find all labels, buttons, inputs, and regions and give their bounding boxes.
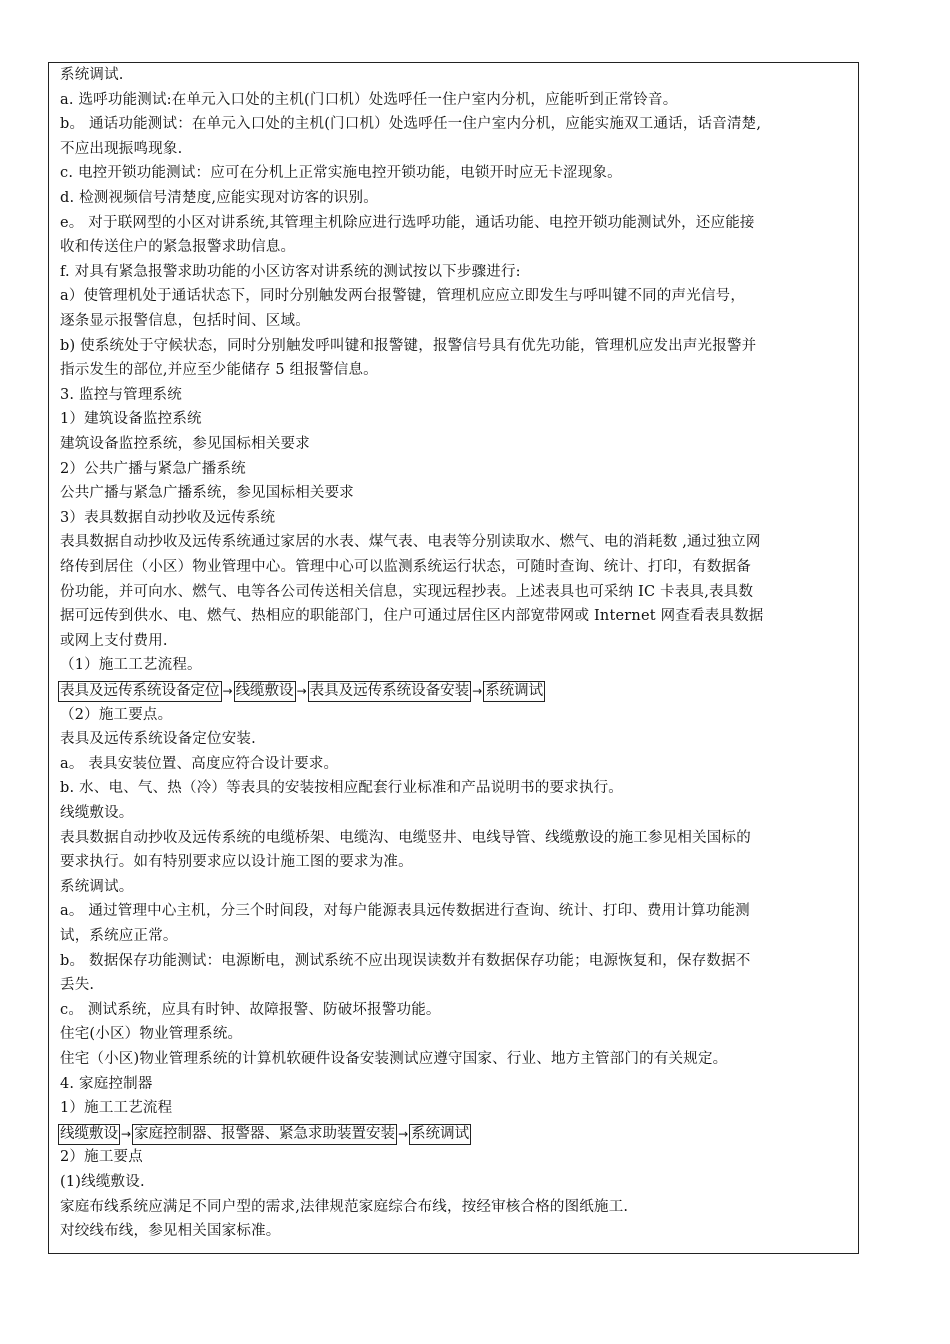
flow-step: 系统调试 xyxy=(409,1124,471,1145)
text-line: 公共广播与紧急广播系统，参见国标相关要求 xyxy=(60,485,354,502)
text-line: 据可远传到供水、电、燃气、热相应的职能部门，住户可通过居住区内部宽带网或 Internet 网查看表具数据 xyxy=(60,608,764,625)
arrow-icon: → xyxy=(472,684,483,698)
text-line: 份功能，并可向水、燃气、电等各公司传送相关信息，实现远程抄表。上述表具也可采纳 IC 卡表具,表具数 xyxy=(60,583,754,600)
flow-step: 线缆敷设 xyxy=(234,681,296,702)
text-line: 丢失. xyxy=(60,977,95,994)
text-line: f. 对具有紧急报警求助功能的小区访客对讲系统的测试按以下步骤进行: xyxy=(60,263,521,280)
text-line: （1）施工工艺流程。 xyxy=(60,657,202,674)
text-line: (1)线缆敷设. xyxy=(60,1174,145,1190)
text-line: 3）表具数据自动抄收及远传系统 xyxy=(60,509,276,526)
text-line: a。 表具安装位置、高度应符合设计要求。 xyxy=(60,755,339,772)
text-line: 表具数据自动抄收及远传系统的电缆桥架、电缆沟、电缆竖井、电线导管、线缆敷设的施工参见相关国标的 xyxy=(60,829,751,846)
text-line: 2）公共广播与紧急广播系统 xyxy=(60,460,246,477)
flow-step: 家庭控制器、报警器、紧急求助装置安装 xyxy=(132,1124,397,1145)
text-line: 系统调试。 xyxy=(60,878,134,895)
text-line: a）使管理机处于通话状态下，同时分别触发两台报警键，管理机应应立即发生与呼叫键不同的声光信号， xyxy=(60,288,746,305)
flow-step: 表具及远传系统设备定位 xyxy=(58,681,222,702)
process-flow xyxy=(58,681,545,702)
text-line: 或网上支付费用. xyxy=(60,632,168,649)
arrow-icon: → xyxy=(121,1126,132,1141)
arrow-icon: → xyxy=(222,684,233,698)
process-flow xyxy=(58,1124,471,1145)
text-line: 建筑设备监控系统，参见国标相关要求 xyxy=(60,436,310,452)
text-line: 系统调试. xyxy=(60,67,124,83)
text-line: b. 水、电、气、热（冷）等表具的安装按相应配套行业标准和产品说明书的要求执行。 xyxy=(60,780,623,797)
text-line: 不应出现振鸣现象. xyxy=(60,140,183,157)
text-line: 逐条显示报警信息，包括时间、区域。 xyxy=(60,313,310,329)
text-line: 收和传送住户的紧急报警求助信息。 xyxy=(60,239,296,256)
flow-step: 表具及远传系统设备安装 xyxy=(308,681,472,702)
arrow-icon: → xyxy=(296,684,307,698)
text-line: 要求执行。如有特别要求应以设计施工图的要求为准。 xyxy=(60,854,413,871)
text-line: 表具及远传系统设备定位安装. xyxy=(60,731,256,748)
text-line: b。 通话功能测试：在单元入口处的主机(门口机）处选呼任一住户室内分机，应能实施双工通话，话音清楚, xyxy=(60,116,762,133)
text-line: 1）建筑设备监控系统 xyxy=(60,411,202,428)
text-line: 3. 监控与管理系统 xyxy=(60,386,182,403)
text-line: 表具数据自动抄收及远传系统通过家居的水表、煤气表、电表等分别读取水、燃气、电的消耗数 ,通过独立网 xyxy=(60,534,761,551)
text-line: 对绞线布线，参见相关国家标准。 xyxy=(60,1223,281,1240)
text-line: 4. 家庭控制器 xyxy=(60,1075,153,1092)
text-line: 2）施工要点 xyxy=(60,1149,143,1166)
text-line: c. 电控开锁功能测试：应可在分机上正常实施电控开锁功能，电锁开时应无卡涩现象。 xyxy=(60,165,622,182)
text-line: 络传到居住（小区）物业管理中心。管理中心可以监测系统运行状态，可随时查询、统计、打印，有数据备 xyxy=(60,559,751,575)
text-line: c。 测试系统，应具有时钟、故障报警、防破坏报警功能。 xyxy=(60,1001,441,1018)
text-line: 试，系统应正常。 xyxy=(60,928,178,944)
flow-step: 线缆敷设 xyxy=(58,1124,120,1145)
text-line: 住宅（小区)物业管理系统的计算机软硬件设备安装测试应遵守国家、行业、地方主管部门的有关规定。 xyxy=(60,1051,728,1067)
arrow-icon: → xyxy=(398,1126,409,1141)
text-line: a。 通过管理中心主机，分三个时间段，对每户能源表具远传数据进行查询、统计、打印、费用计算功能测 xyxy=(60,903,750,920)
text-line: a. 选呼功能测试:在单元入口处的主机(门口机）处选呼任一住户室内分机，应能听到正常铃音。 xyxy=(60,91,678,108)
text-line: 1）施工工艺流程 xyxy=(60,1100,173,1117)
text-line: d. 检测视频信号清楚度,应能实现对访客的识别。 xyxy=(60,190,378,206)
text-line: （2）施工要点。 xyxy=(60,706,173,723)
text-line: 指示发生的部位,并应至少能储存 5 组报警信息。 xyxy=(60,362,378,379)
text-line: 住宅(小区）物业管理系统。 xyxy=(60,1026,243,1043)
text-line: b) 使系统处于守候状态，同时分别触发呼叫键和报警键，报警信号具有优先功能，管理机应发出声光报警并 xyxy=(60,337,757,354)
flow-step: 系统调试 xyxy=(483,681,545,702)
text-line: 线缆敷设。 xyxy=(60,805,134,821)
text-line: 家庭布线系统应满足不同户型的需求,法律规范家庭综合布线，按经审核合格的图纸施工. xyxy=(60,1198,629,1215)
text-line: e。 对于联网型的小区对讲系统,其管理主机除应进行选呼功能，通话功能、电控开锁功能测试外，还应能接 xyxy=(60,214,755,231)
text-line: b。 数据保存功能测试：电源断电，测试系统不应出现误读数并有数据保存功能；电源恢复和，保存数据不 xyxy=(60,952,751,969)
